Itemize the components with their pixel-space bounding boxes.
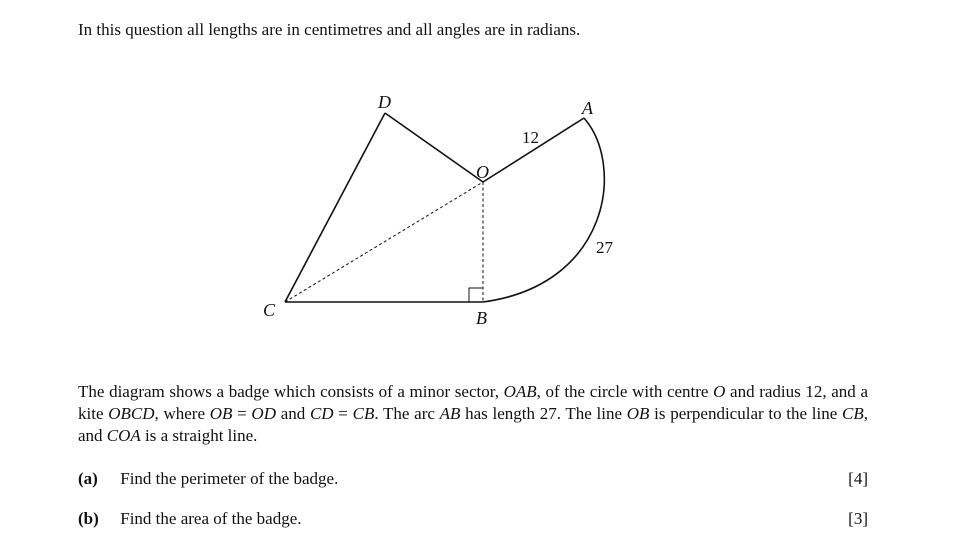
dashed-line-co	[285, 182, 483, 302]
question-a	[78, 468, 868, 490]
question-a-label: (a)	[78, 469, 98, 488]
label-c: C	[263, 300, 276, 320]
line-cd	[285, 113, 385, 302]
label-o: O	[476, 162, 489, 182]
description-paragraph: The diagram shows a badge which consists of a minor sector, OAB, of the circle with centre O and radius 12, and a kite OBCD, where OB = OD and CD = CB. The arc AB has length 27. The line OB is perpendicular to the line CB, and COA is a straight line.	[78, 382, 868, 445]
question-a-marks: [4]	[848, 469, 868, 488]
question-a-text: Find the perimeter of the badge.	[120, 469, 339, 488]
label-a: A	[582, 98, 593, 118]
question-b	[78, 508, 868, 530]
intro-text: In this question all lengths are in centimetres and all angles are in radians.	[78, 20, 581, 39]
label-d: D	[378, 92, 391, 112]
label-b: B	[476, 308, 487, 328]
question-b-text: Find the area of the badge.	[120, 509, 302, 528]
question-b-label: (b)	[78, 509, 99, 528]
right-angle-marker	[469, 288, 483, 302]
label-radius-12: 12	[522, 128, 539, 147]
arc-ab	[483, 118, 604, 302]
label-arc-27: 27	[596, 238, 613, 257]
question-b-marks: [3]	[848, 509, 868, 528]
line-do	[385, 113, 483, 182]
